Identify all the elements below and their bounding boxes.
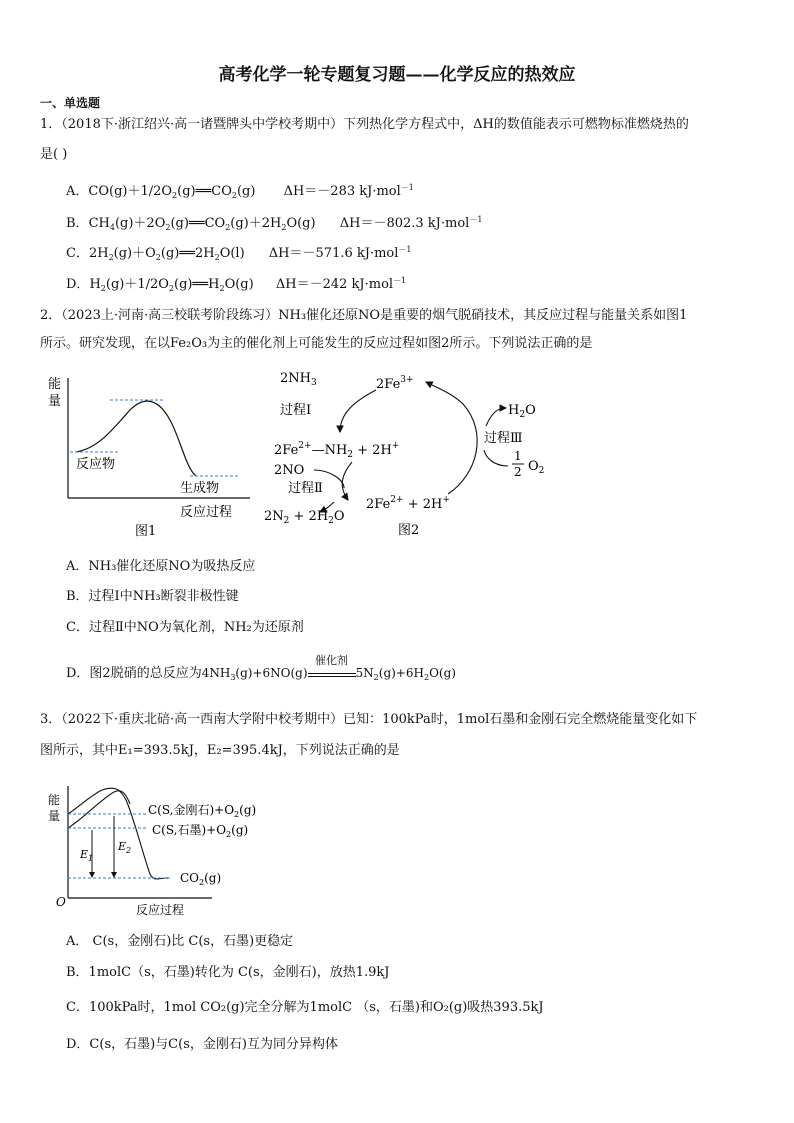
q1-option-d[interactable]: D．$H_2(g)+1/2O_2(g)══H_2O(g)$ ΔH＝－242 kJ·mol$^{-1}$ bbox=[66, 276, 407, 293]
fig2-fe2-h: $2Fe^{2+} + 2H^+$ bbox=[366, 495, 450, 512]
q2-figure2-reaction-cycle bbox=[258, 362, 558, 547]
fig2-process1: 过程Ⅰ bbox=[280, 403, 312, 418]
fig2-fe2-nh2: $2Fe^{2+}—NH_2 + 2H^+$ bbox=[274, 441, 400, 460]
section-heading: 一、单选题 bbox=[40, 96, 101, 110]
svg-text:2: 2 bbox=[514, 465, 522, 479]
q3-option-c[interactable]: C．100kPa时，1mol CO₂(g)完全分解为1molC （s，石墨)和O₂(g)吸热393.5kJ bbox=[66, 1000, 544, 1015]
q3-co2-label: $CO_2(g)$ bbox=[180, 871, 222, 887]
q2-stem: 2．（2023上·河南·高三校联考阶段练习）NH₃催化还原NO是重要的烟气脱硝技术，其反应过程与能量关系如图1 bbox=[40, 308, 688, 323]
page-title: 高考化学一轮专题复习题——化学反应的热效应 bbox=[218, 65, 576, 85]
fig2-2fe3: $2Fe^{3+}$ bbox=[376, 375, 414, 392]
q3-origin: O bbox=[56, 895, 66, 909]
catalyst-label: 催化剂 bbox=[315, 654, 349, 667]
q3-option-d[interactable]: D．C(s，石墨)与C(s，金刚石)互为同分异构体 bbox=[66, 1037, 338, 1052]
fig2-n2-h2o: $2N_2 + 2H_2O$ bbox=[264, 509, 345, 526]
q3-stem: 3．（2022下·重庆北碚·高一西南大学附中校考期中）已知：100kPa时，1mol石墨和金刚石完全燃烧能量变化如下 bbox=[40, 712, 698, 727]
q1-stem: 1．（2018下·浙江绍兴·高一诸暨牌头中学校考期中）下列热化学方程式中，ΔH的数值能表示可燃物标准燃烧热的 bbox=[40, 117, 689, 132]
fig1-reactant-label: 反应物 bbox=[76, 457, 116, 472]
q1-stem-cont: 是( ) bbox=[40, 147, 68, 162]
q2-option-c[interactable]: C．过程Ⅱ中NO为氧化剂，NH₂为还原剂 bbox=[66, 620, 304, 635]
q3-option-b[interactable]: B．1molC（s，石墨)转化为 C(s，金刚石)，放热1.9kJ bbox=[66, 965, 390, 980]
fig2-process3: 过程Ⅲ bbox=[484, 431, 523, 446]
fig2-half-o2: $O_2$ bbox=[528, 459, 545, 476]
fig1-ylabel-1: 能 bbox=[48, 377, 62, 392]
q3-option-a[interactable]: A． C(s，金刚石)比 C(s，石墨)更稳定 bbox=[66, 934, 294, 949]
q3-stem-cont: 图所示，其中E₁=393.5kJ，E₂=395.4kJ，下列说法正确的是 bbox=[40, 743, 400, 758]
q3-diamond-label: C(S,金刚石)$+O_2(g)$ bbox=[148, 803, 257, 819]
q3-energy-diagram bbox=[40, 778, 280, 923]
q2-option-d[interactable]: D．图2脱硝的总反应为$4NH_3(g)+6NO(g)$ 催化剂 $5N_2(g)+6H_2O(g)$ bbox=[66, 654, 456, 682]
q3-graphite-label: C(S,石墨)$+O_2(g)$ bbox=[152, 823, 249, 839]
q3-ylabel-1: 能 bbox=[48, 793, 61, 807]
fig1-product-label: 生成物 bbox=[180, 481, 220, 496]
q1-option-b[interactable]: B．$CH_4(g)+2O_2(g)══CO_2(g)+2H_2O(g)$ ΔH＝－802.3 kJ·mol$^{-1}$ bbox=[66, 215, 483, 232]
fig1-xlabel: 反应过程 bbox=[180, 505, 233, 520]
svg-text:E1: $E_1$ bbox=[80, 848, 94, 863]
svg-text:E2: $E_2$ bbox=[118, 840, 132, 855]
q2-stem-cont: 所示。研究发现，在以Fe₂O₃为主的催化剂上可能发生的反应过程如图2所示。下列说法正确的是 bbox=[40, 336, 593, 351]
q2-option-a[interactable]: A．NH₃催化还原NO为吸热反应 bbox=[66, 559, 256, 574]
q2-option-b[interactable]: B．过程Ⅰ中NH₃断裂非极性键 bbox=[66, 589, 239, 604]
fig1-ylabel-2: 量 bbox=[48, 394, 62, 409]
svg-text:1: 1 bbox=[514, 449, 522, 463]
fig2-2nh3: $2NH_3$ bbox=[280, 371, 317, 388]
fig2-h2o: $H_2O$ bbox=[508, 403, 536, 420]
fig2-process2: 过程Ⅱ bbox=[288, 481, 323, 496]
q3-ylabel-2: 量 bbox=[48, 809, 61, 823]
q1-option-a[interactable]: A．$CO(g)+1/2O_2(g)══CO_2(g)$ ΔH＝－283 kJ·mol$^{-1}$ bbox=[66, 183, 414, 200]
q1-option-c[interactable]: C．$2H_2(g)+O_2(g)══2H_2O(l)$ ΔH＝－571.6 kJ·mol$^{-1}$ bbox=[66, 245, 412, 262]
q2-figure1-energy-diagram bbox=[40, 368, 260, 543]
fig1-caption: 图1 bbox=[135, 524, 157, 539]
fig2-2no: 2NO bbox=[274, 463, 305, 478]
fig2-caption: 图2 bbox=[398, 523, 420, 538]
q3-xlabel: 反应过程 bbox=[136, 903, 185, 917]
